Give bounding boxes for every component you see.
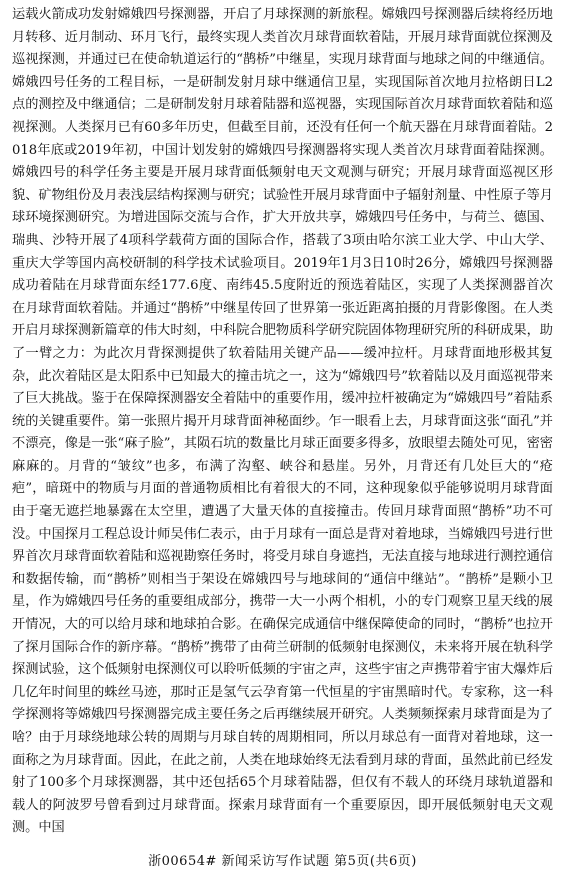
page-footer: 浙00654# 新闻采访写作试题 第5页(共6页) (148, 854, 417, 869)
article-body-text: 运载火箭成功发射嫦娥四号探测器，开启了月球探测的新旅程。嫦娥四号探测器后续将经历地月转移、近月制动、环月飞行，最终实现人类首次月球背面软着陆，开展月球背面就位探测及巡视探测，并通过已在使命轨道运行的“鹊桥”中继星，实现月球背面与地球之间的中继通信。嫦娥四号任务的工程目标，一是研制发射月球中继通信卫星，实现国际首次地月拉格朗日L2点的测控及中继通信；二是研制发射月球着陆器和巡视器，实现国际首次月球背面软着陆和巡视探测。人类探月已有60多年历史，但截至目前，还没有任何一个航天器在月球背面着陆。2018年底或2019年初，中国计划发射的嫦娥四号探测器将实现人类首次月球背面着陆探测。嫦娥四号的科学任务主要是开展月球背面低频射电天文观测与研究；开展月球背面巡视区形貌、矿物组份及月表浅层结构探测与研究；试验性开展月球背面中子辐射剂量、中性原子等月球环境探测研究。为增进国际交流与合作，扩大开放共享，嫦娥四号任务中，与荷兰、德国、瑞典、沙特开展了4项科学载荷方面的国际合作，搭载了3项由哈尔滨工业大学、中山大学、重庆大学等国内高校研制的科学技术试验项目。2019年1月3日10时26分，嫦娥四号探测器成功着陆在月球背面东经177.6度、南纬45.5度附近的预选着陆区，实现了人类探测器首次在月球背面软着陆。并通过“鹊桥”中继星传回了世界第一张近距离拍摄的月背影像图。在人类开启月球探测新篇章的伟大时刻，中科院合肥物质科学研究院固体物理研究所的科研成果，助了一臂之力：为此次月背探测提供了软着陆用关键产品——缓冲拉杆。月球背面地形极其复杂，此次着陆区是太阳系中已知最大的撞击坑之一，这为“嫦娥四号”软着陆以及月面巡视带来了巨大挑战。鉴于在保障探测器安全着陆中的重要作用，缓冲拉杆被确定为“嫦娥四号”着陆系统的关键重要件。第一张照片揭开月球背面神秘面纱。乍一眼看上去，月球背面这张“面孔”并不漂亮，像是一张“麻子脸”，其陨石坑的数量比月球正面要多得多，放眼望去随处可见，密密麻麻的。月背的“皱纹”也多，布满了沟壑、峡谷和悬崖。另外，月背还有几处巨大的“疮疤”，暗斑中的物质与月面的普通物质相比有着很大的不同，这种现象似乎能够说明月球背面由于毫无遮拦地暴露在太空里，遭遇了大量天体的直接撞击。传回月球背面照“鹊桥”功不可没。中国探月工程总设计师吴伟仁表示，由于月球有一面总是背对着地球，当嫦娥四号进行世界首次月球背面软着陆和巡视勘察任务时，将受月球自身遮挡，无法直接与地球进行测控通信和数据传输，而“鹊桥”则相当于架设在嫦娥四号与地球间的“通信中继站”。“鹊桥”是颗小卫星，作为嫦娥四号任务的重要组成部分，携带一大一小两个相机，小的专门观察卫星天线的展开情况，大的可以给月球和地球拍合影。在确保完成通信中继保障使命的同时，“鹊桥”也拉开了探月国际合作的新序幕。“鹊桥”携带了由荷兰研制的低频射电探测仪，未来将开展在轨科学探测试验，这个低频射电探测仪可以聆听低频的宇宙之声，这些宇宙之声携带着宇宙大爆炸后几亿年时间里的蛛丝马迹，那时正是氢气云孕育第一代恒星的宇宙黑暗时代。专家称，这一科学探测将等嫦娥四号探测器完成主要任务之后再继续展开研究。人类频频探索月球背面是为了啥？由于月球绕地球公转的周期与月球自转的周期相同，所以月球总有一面背对着地球，这一面称之为月球背面。因此，在此之前，人类在地球始终无法看到月球的背面，虽然此前已经发射了100多个月球探测器，其中还包括65个月球着陆器，但仅有不载人的环绕月球轨道器和载人的阿波罗号曾看到过月球背面。探索月球背面有一个重要原因，即开展低频射电天文观测。中国 (12, 7, 553, 836)
